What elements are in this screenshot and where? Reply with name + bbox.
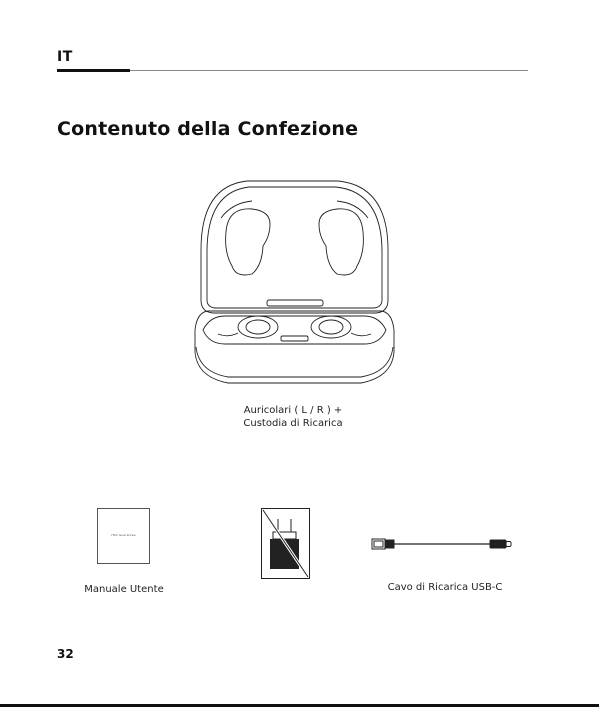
earbuds-case-caption-line2: Custodia di Ricarica <box>243 418 343 429</box>
earbuds-case-caption-line1: Auricolari ( L / R ) + <box>243 405 343 416</box>
earbud-left-lid <box>226 209 270 275</box>
section-title: Contenuto della Confezione <box>57 118 359 140</box>
user-manual-illustration <box>97 508 150 564</box>
earbud-right-base <box>311 316 351 338</box>
case-lid-outline <box>201 181 388 313</box>
cable-caption: Cavo di Ricarica USB-C <box>387 582 503 593</box>
case-lid-inner <box>207 187 382 308</box>
earbuds-case-caption <box>193 404 393 430</box>
case-base-outline <box>195 311 394 383</box>
case-hinge <box>267 300 323 306</box>
earbud-right-lid <box>319 209 363 275</box>
manual-caption: Manuale Utente <box>84 584 164 595</box>
usb-c-cable-icon <box>371 536 513 552</box>
page-number: 32 <box>57 647 74 661</box>
manual-cover-text: HbX Guarantee <box>111 533 136 537</box>
earbud-left-base <box>238 316 278 338</box>
no-charger-included-icon <box>261 508 311 580</box>
language-code: IT <box>57 49 73 65</box>
